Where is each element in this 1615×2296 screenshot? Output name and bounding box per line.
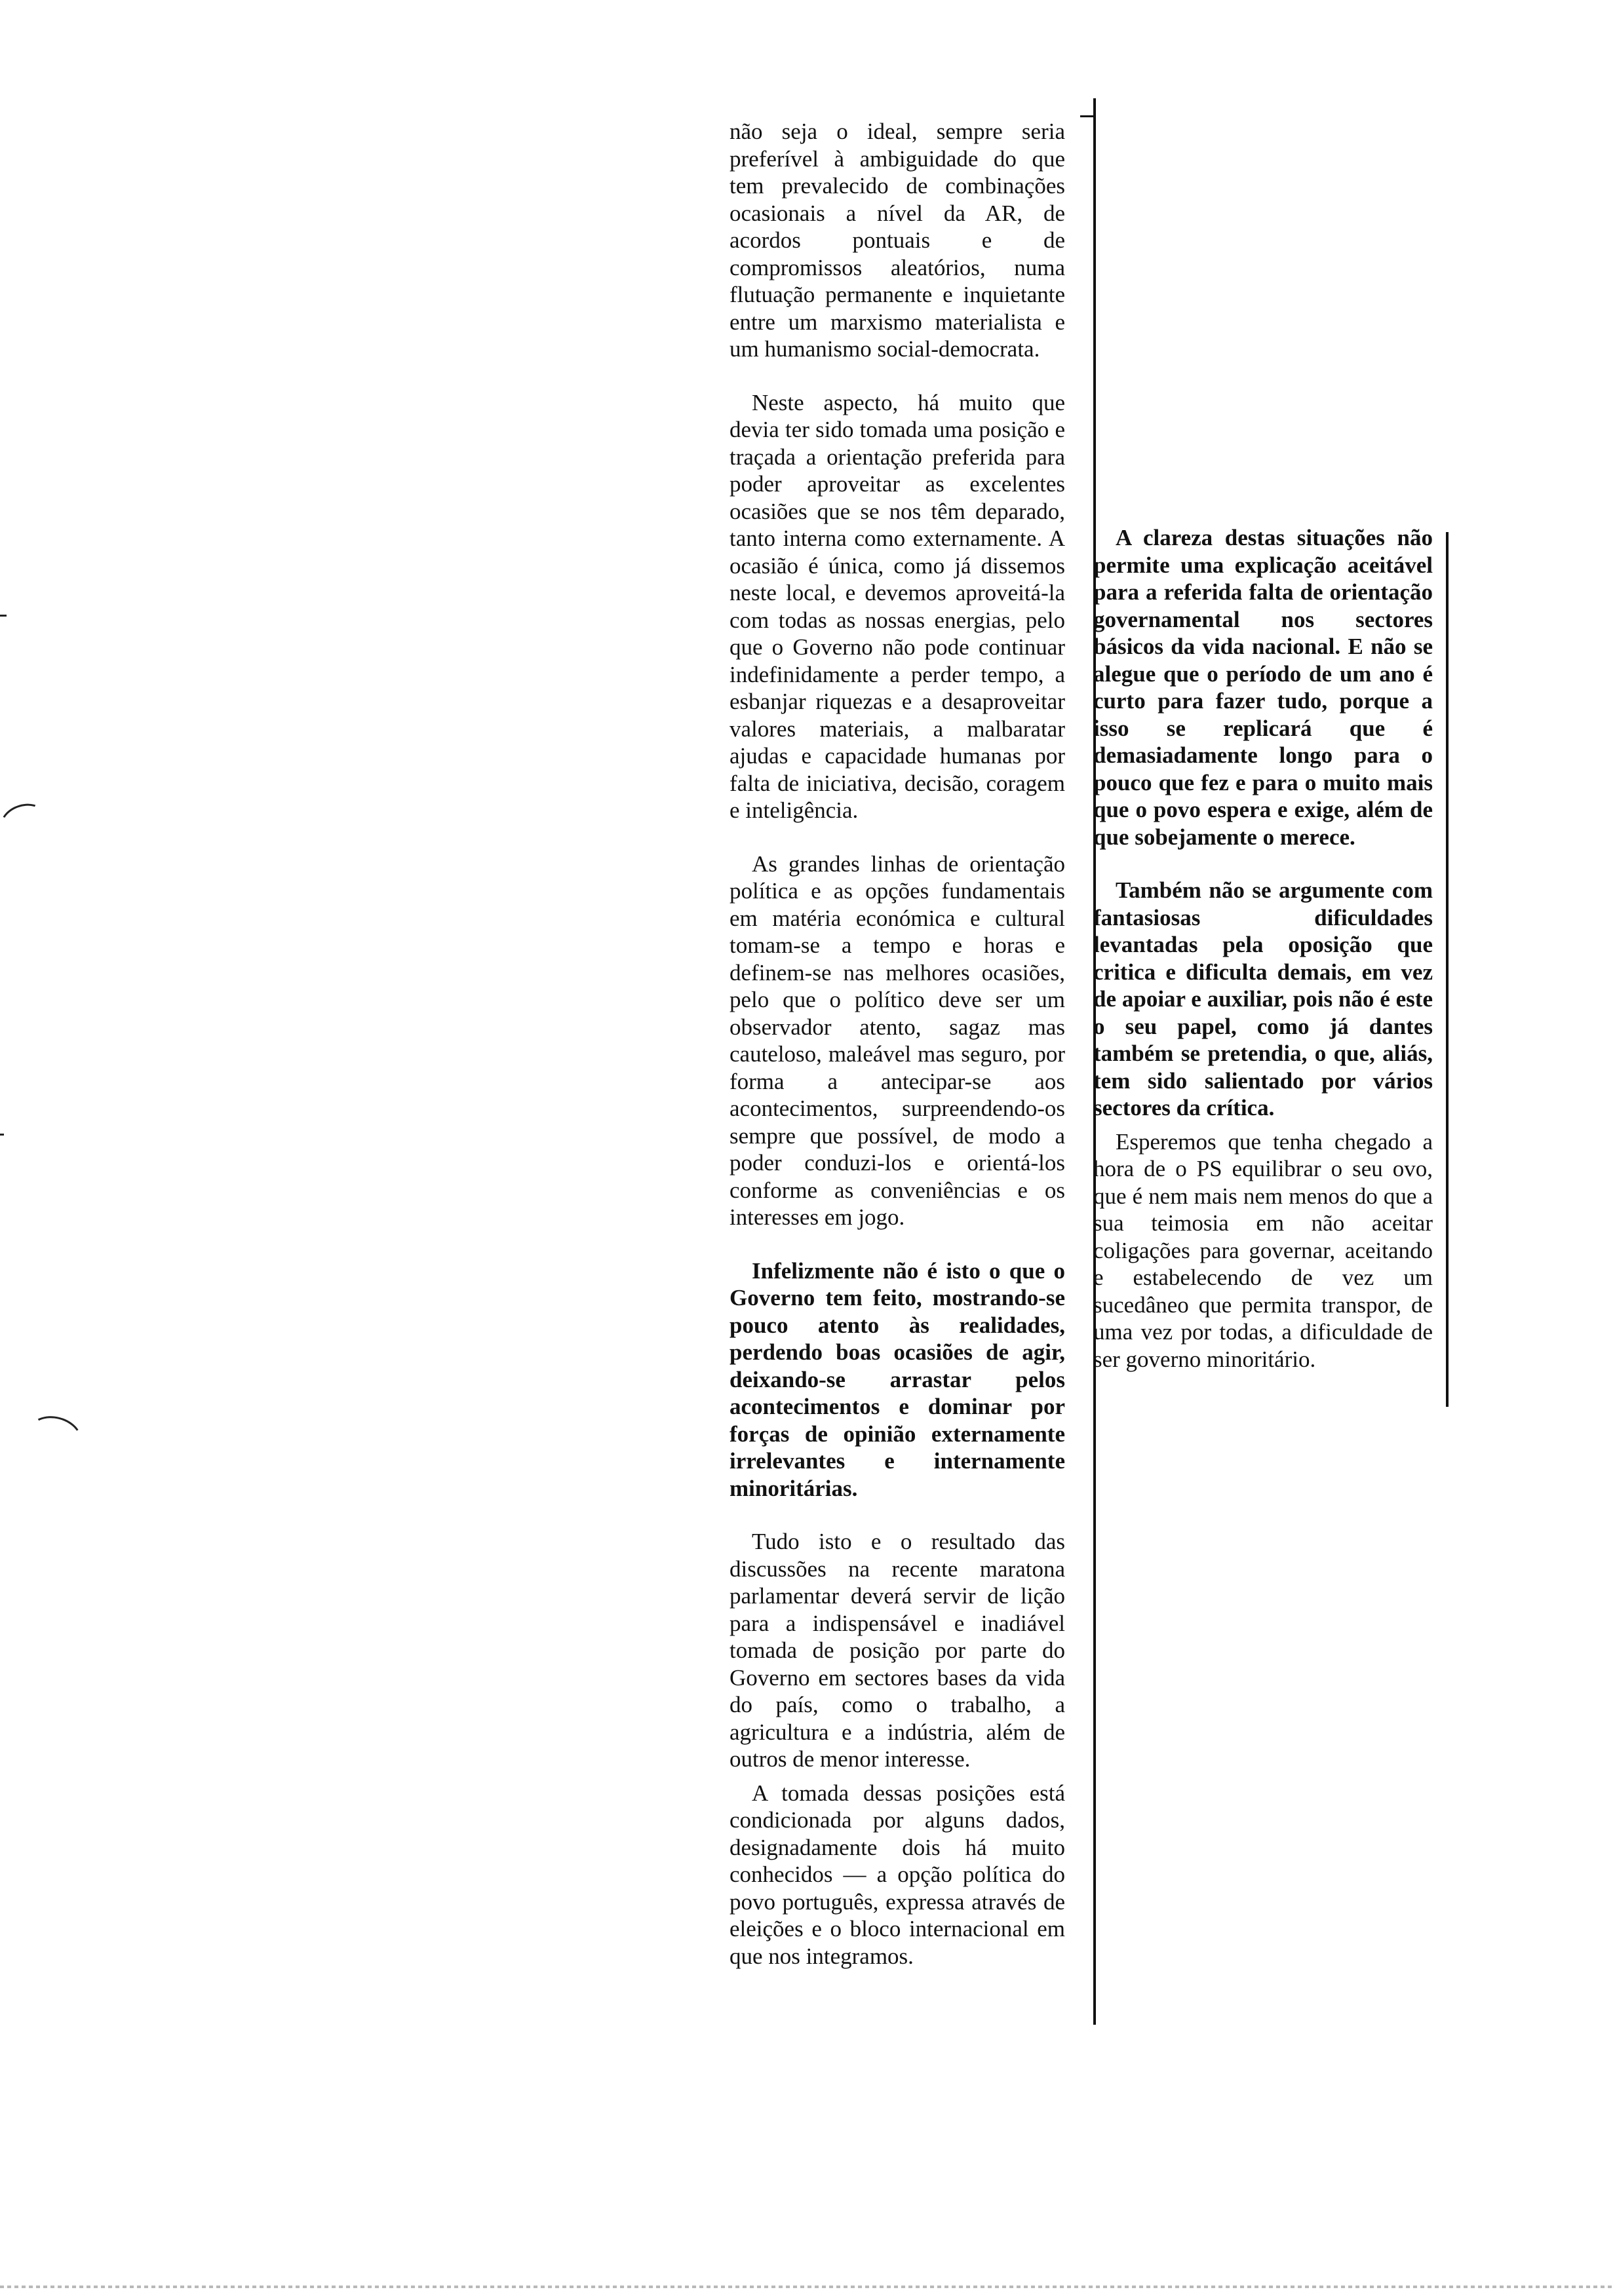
paragraph: A clareza destas situações não permite uma explicação aceitável para a referida falta de orientação governamental nos sectores básicos da vida nacional. E não se alegue que o período de um ano é curto para fazer tudo, porque a isso se replicará que é demasiadamente longo para o pouco que fez e para o muito mais que o povo espera e exige, além de que sobejamente o merece. xyxy=(1093,525,1433,850)
column-divider-right xyxy=(1446,532,1449,1407)
paragraph: Esperemos que tenha chegado a hora de o PS equilibrar o seu ovo, que é nem mais nem menos do que a sua teimosia em não aceitar coligações para governar, aceitando e estabelecendo de vez um sucedâneo que permita transpor, de uma vez por todas, a dificuldade de ser governo minoritário. xyxy=(1093,1128,1433,1372)
scan-mark-arc xyxy=(22,1410,87,1466)
scan-bottom-edge xyxy=(0,2286,1615,2288)
left-column xyxy=(730,118,1065,1970)
paragraph: Neste aspecto, há muito que devia ter sido tomada uma posição e traçada a orientação preferida para poder aproveitar as excelentes ocasiões que se nos têm deparado, tanto interna como externamente. A ocasião é única, como já dissemos neste local, e devemos aproveitá-la com todas as nossas energias, pelo que o Governo não pode continuar indefinidamente a perder tempo, a esbanjar riquezas e a desaproveitar valores materiais, a malbaratar ajudas e capacidade humanas por falta de iniciativa, decisão, coragem e inteligência. xyxy=(730,389,1065,823)
scan-mark-arc xyxy=(0,798,50,845)
column-divider-top-tick xyxy=(1080,115,1095,117)
paragraph: A tomada dessas posições está condicionada por alguns dados, designadamente dois há muito conhecidos — a opção política do povo português, expressa através de eleições e o bloco internacional em que nos integramos. xyxy=(730,1780,1065,1969)
paragraph: Tudo isto e o resultado das discussões na recente maratona parlamentar deverá servir de lição para a indispensável e inadiável tomada de posição por parte do Governo em sectores bases da vida do país, como o trabalho, a agricultura e a indústria, além de outros de menor interesse. xyxy=(730,1529,1065,1772)
paragraph: Infelizmente não é isto o que o Governo tem feito, mostrando-se pouco atento às realidades, perdendo boas ocasiões de agir, deixando-se arrastar pelos acontecimentos e dominar por forças de opinião externamente irrelevantes e internamente minoritárias. xyxy=(730,1257,1065,1501)
scan-mark-dash xyxy=(0,615,7,617)
paragraph: As grandes linhas de orientação política e as opções fundamentais em matéria económica e cultural tomam-se a tempo e horas e definem-se nas melhores ocasiões, pelo que o político deve ser um observador atento, sagaz mas cauteloso, maleável mas seguro, por forma a antecipar-se aos acontecimentos, surpreendendo-os sempre que possível, de modo a poder conduzi-los e orientá-los conforme as conveniências e os interesses em jogo. xyxy=(730,851,1065,1230)
right-column xyxy=(1093,524,1433,1373)
paragraph: Também não se argumente com fantasiosas dificuldades levantadas pela oposição que critica e dificulta demais, em vez de apoiar e auxiliar, pois não é este o seu papel, como já dantes também se pretendia, o que, aliás, tem sido salientado por vários sectores da crítica. xyxy=(1093,877,1433,1120)
scan-mark-dash xyxy=(0,1134,4,1136)
paragraph: não seja o ideal, sempre seria preferível à ambiguidade do que tem prevalecido de combinações ocasionais a nível da AR, de acordos pontuais e de compromissos aleatórios, numa flutuação permanente e inquietante entre um marxismo materialista e um humanismo social-democrata. xyxy=(730,119,1065,362)
